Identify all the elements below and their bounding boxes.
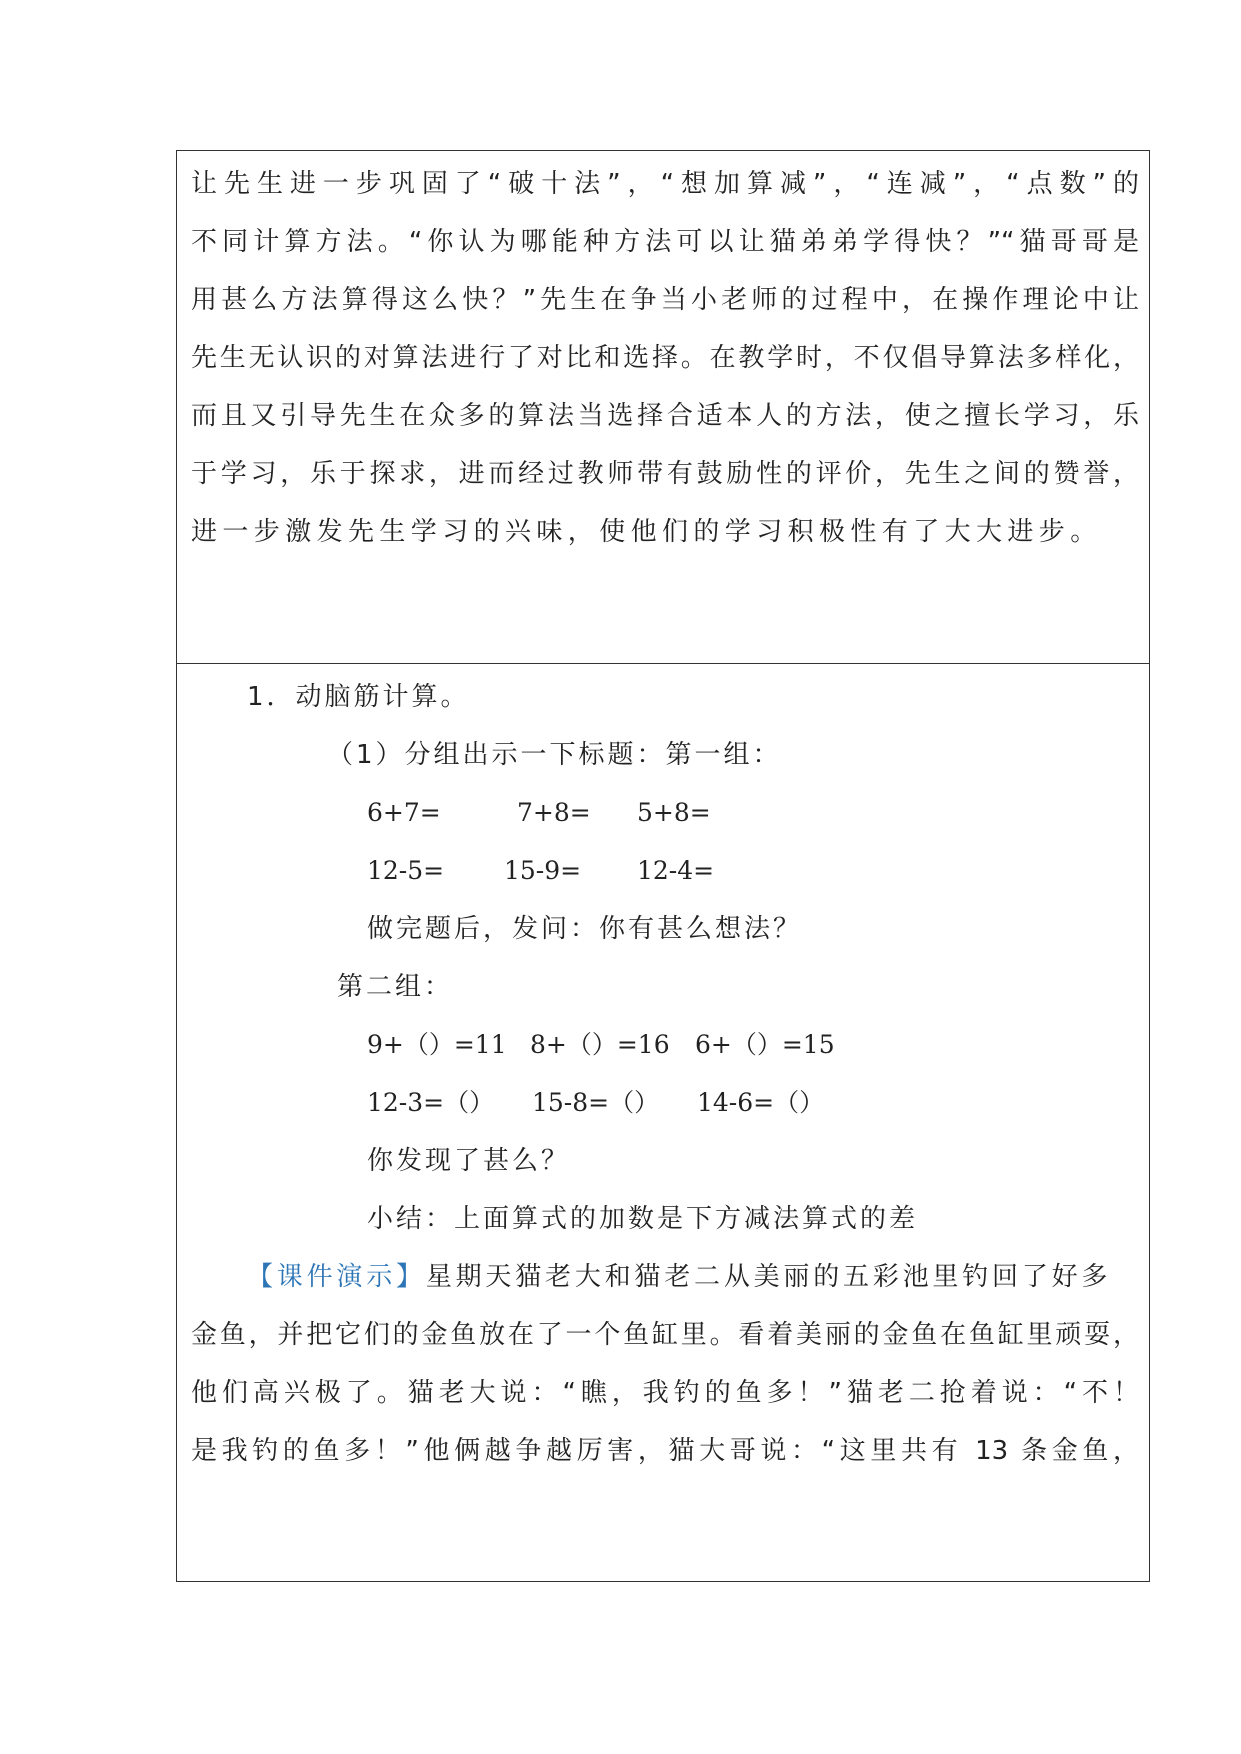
equation: 15-9= — [504, 856, 582, 885]
equation: 5+8= — [637, 798, 711, 827]
paragraph-line: 是我钓的鱼多！”他俩越争越厉害，猫大哥说：“这里共有 13 条金鱼， — [191, 1436, 1139, 1466]
paragraph-line: 不同计算方法。“你认为哪能种方法可以让猫弟弟学得快？”“猫哥哥是 — [191, 227, 1139, 257]
demo-paragraph-first-line — [247, 1262, 1111, 1292]
content-table — [176, 150, 1150, 1582]
paragraph-line: 用甚么方法算得这么快？”先生在争当小老师的过程中，在操作理论中让 — [191, 285, 1139, 315]
paragraph-line: 让先生进一步巩固了“破十法”，“想加算减”，“连减”，“点数”的 — [191, 169, 1139, 199]
equation: 8+（）=16 — [530, 1030, 670, 1059]
equation: 15-8=（） — [532, 1088, 660, 1117]
paragraph-line: 于学习，乐于探求，进而经过教师带有鼓励性的评价，先生之间的赞誉， — [191, 459, 1139, 489]
paragraph-line: 进一步激发先生学习的兴味，使他们的学习积极性有了大大进步。 — [191, 517, 1102, 547]
table-row-reflection — [177, 151, 1149, 664]
paragraph-line: 先生无认识的对算法进行了对比和选择。在教学时，不仅倡导算法多样化， — [191, 343, 1139, 373]
summary-text: 小结：上面算式的加数是下方减法算式的差 — [367, 1204, 919, 1234]
paragraph-line: 金鱼，并把它们的金鱼放在了一个鱼缸里。看着美丽的金鱼在鱼缸里顽耍， — [191, 1320, 1139, 1350]
equation: 12-5= — [367, 856, 445, 885]
group1-question: 做完题后，发问：你有甚么想法？ — [367, 914, 803, 944]
demo-text: 星期天猫老大和猫老二从美丽的五彩池里钓回了好多 — [425, 1262, 1112, 1292]
paragraph-line: 而且又引导先生在众多的算法当选择合适本人的方法，使之擅长学习，乐 — [191, 401, 1139, 431]
equation: 9+（）=11 — [367, 1030, 507, 1059]
equation: 6+7= — [367, 798, 441, 827]
group1-title: （1）分组出示一下标题：第一组： — [327, 740, 782, 770]
equation: 12-4= — [637, 856, 715, 885]
equation: 14-6=（） — [697, 1088, 825, 1117]
paragraph-line: 他们高兴极了。猫老大说：“瞧，我钓的鱼多！”猫老二抢着说：“不！ — [191, 1378, 1139, 1408]
table-row-exercises — [177, 664, 1149, 1581]
equation: 6+（）=15 — [695, 1030, 835, 1059]
equation: 12-3=（） — [367, 1088, 495, 1117]
group2-question: 你发现了甚么？ — [367, 1146, 571, 1176]
exercise-heading: 1．动脑筋计算。 — [247, 682, 470, 712]
courseware-demo-tag: 【课件演示】 — [247, 1262, 426, 1292]
equation: 7+8= — [517, 798, 591, 827]
group2-title: 第二组： — [337, 972, 454, 1002]
